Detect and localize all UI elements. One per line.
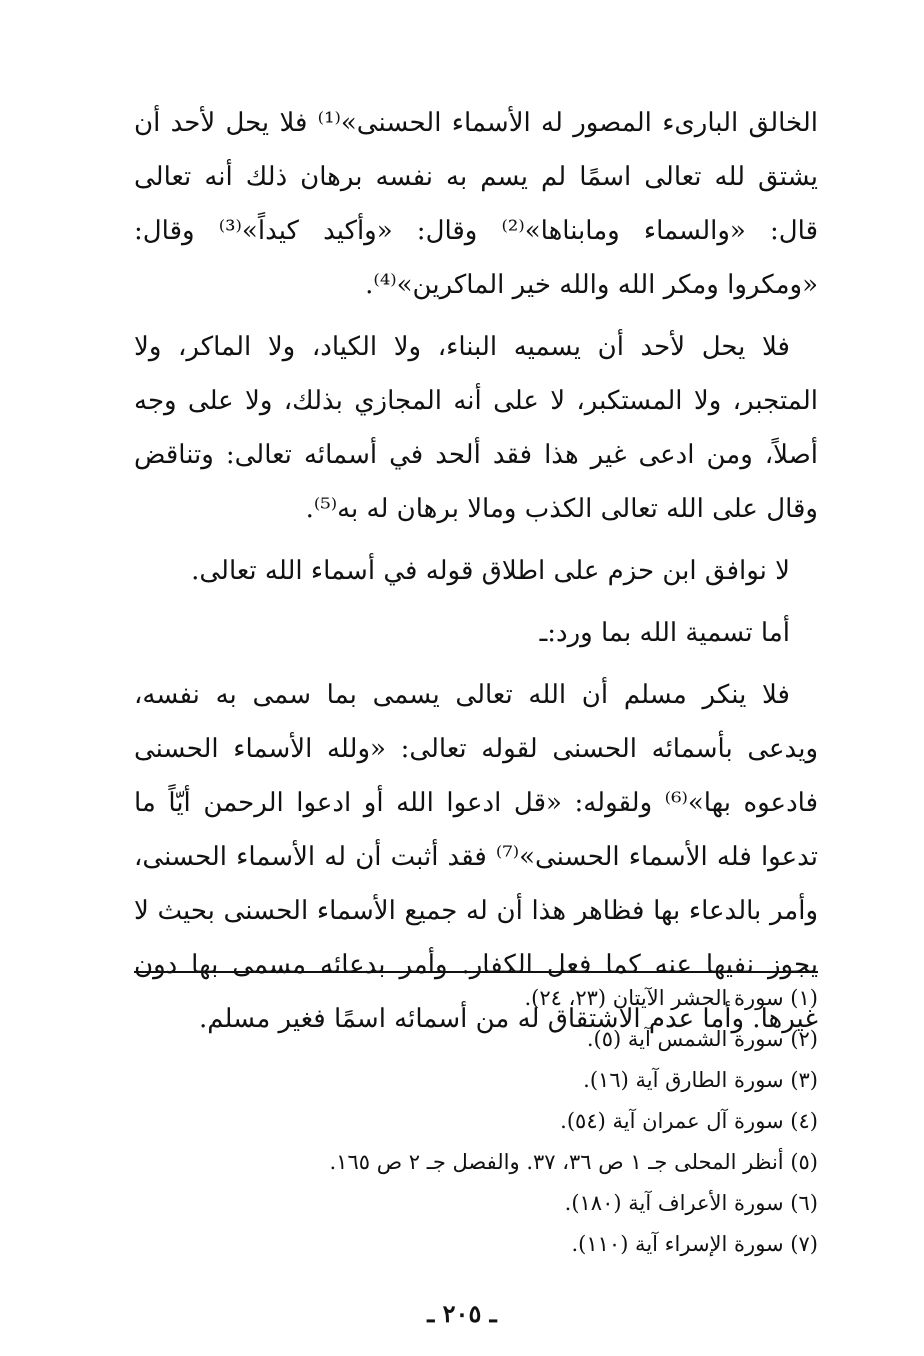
footnote-2: (٢) سورة الشمس آية (٥). xyxy=(586,1027,818,1051)
paragraph-2: فلا يحل لأحد أن يسميه البناء، ولا الكياد، ولا الماكر، ولا المتجبر، ولا المستكبر، لا على أنه المجازي بذلك، ولا على وجه أصلاً، ومن ادعى غير هذا فقد ألحد في أسمائه تعالى: وتناقض وقال على الله تعالى الكذب ومالا برهان له به⁽⁵⁾. xyxy=(134,332,818,524)
main-text xyxy=(134,96,818,1054)
paragraph-3: لا نوافق ابن حزم على اطلاق قوله في أسماء الله تعالى. xyxy=(191,556,790,586)
page-number: ـ ٢٠٥ ـ xyxy=(427,1299,497,1328)
footnote-4: (٤) سورة آل عمران آية (٥٤). xyxy=(560,1109,818,1133)
footnote-6: (٦) سورة الأعراف آية (١٨٠). xyxy=(564,1191,818,1215)
footnote-7: (٧) سورة الإسراء آية (١١٠). xyxy=(571,1232,818,1256)
footnote-divider xyxy=(134,971,818,973)
footnote-5: (٥) أنظر المحلى جـ ١ ص ٣٦، ٣٧. والفصل جـ ٢ ص ١٦٥. xyxy=(329,1150,818,1174)
paragraph-1: الخالق البارىء المصور له الأسماء الحسنى»⁽¹⁾ فلا يحل لأحد أن يشتق لله تعالى اسمًا لم يسم به نفسه برهان ذلك أنه تعالى قال: «والسماء ومابناها»⁽²⁾ وقال: «وأكيد كيداً»⁽³⁾ وقال: «ومكروا ومكر الله والله خير الماكرين»⁽⁴⁾. xyxy=(134,108,818,300)
footnotes-list xyxy=(150,978,818,1265)
footnote-1: (١) سورة الحشر الآيتان (٢٣، ٢٤). xyxy=(524,986,818,1010)
footnote-3: (٣) سورة الطارق آية (١٦). xyxy=(583,1068,818,1092)
paragraph-4: أما تسمية الله بما ورد:ـ xyxy=(539,618,790,648)
paragraph-5: فلا ينكر مسلم أن الله تعالى يسمى بما سمى به نفسه، ويدعى بأسمائه الحسنى لقوله تعالى: «ولله الأسماء الحسنى فادعوه بها»⁽⁶⁾ ولقوله: «قل ادعوا الله أو ادعوا الرحمن أيّاً ما تدعوا فله الأسماء الحسنى»⁽⁷⁾ فقد أثبت أن له الأسماء الحسنى، وأمر بالدعاء بها فظاهر هذا أن له جميع الأسماء الحسنى بحيث لا يجوز نفيها عنه كما فعل الكفار. وأمر بدعائه مسمى بها دون غيرها. وأما عدم الاشتقاق له من أسمائه اسمًا فغير مسلم. xyxy=(134,680,819,1034)
